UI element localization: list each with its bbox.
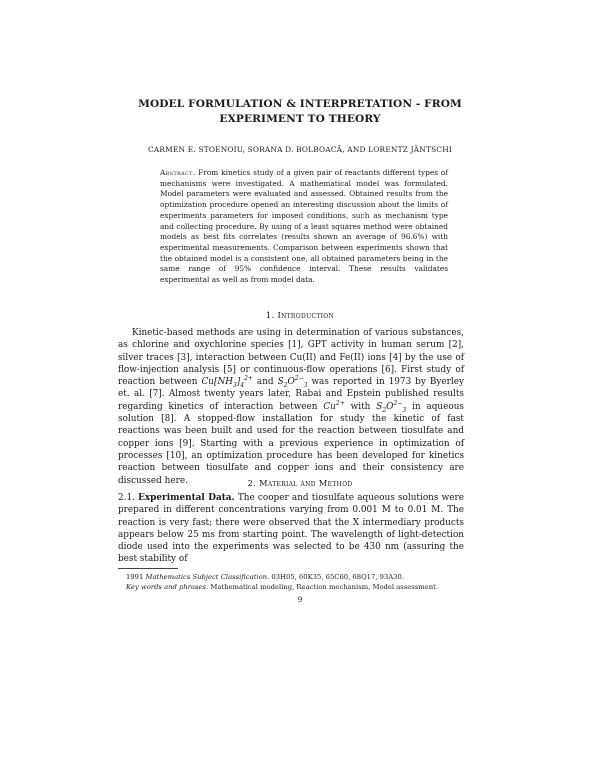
msc-year: 1991 — [126, 573, 144, 581]
section-1-heading: 1. Introduction — [265, 310, 335, 320]
intro-text-2: and — [252, 377, 278, 388]
formula-sub: 3 — [402, 406, 407, 414]
material-method-paragraph — [118, 492, 464, 566]
formula-sup: 2− — [393, 399, 403, 407]
formula-cu-ammine — [201, 377, 252, 387]
formula-part: ] — [236, 377, 241, 388]
formula-sub: 3 — [232, 381, 237, 389]
abstract-label: Abstract. — [160, 168, 196, 177]
footnote-rule — [118, 568, 178, 569]
subsection-heading: Experimental Data. — [138, 493, 235, 503]
formula-part: Cu — [323, 401, 336, 412]
formula-sub: 2 — [382, 406, 387, 414]
page-number: 9 — [297, 595, 303, 604]
authors: CARMEN E. STOENOIU, SORANA D. BOLBOACĂ, AND LORENTZ JÄNTSCHI — [148, 145, 452, 154]
formula-part: Cu[NH — [201, 377, 233, 388]
introduction-paragraph — [118, 327, 464, 487]
formula-thiosulfate — [278, 377, 308, 387]
formula-sup: 2+ — [335, 399, 345, 407]
title-line-2: EXPERIMENT TO THEORY — [219, 113, 381, 125]
formula-part: S — [277, 377, 284, 388]
abstract — [160, 168, 448, 286]
intro-text-1: Kinetic-based methods are using in determination of various substances, as chlorine and oxychlorine species [1], GPT activity in human serum [2], silver traces [3], interaction between Cu(II) and Fe(II) ions [4] by the use of flow-injection analysis [5] or continuous-flow operations [6]. First study of reaction between — [118, 328, 464, 388]
abstract-text: From kinetics study of a given pair of reactants different types of mechanisms were investigated. A mathematical model was formulated. Model parameters were evaluated and assessed. Obtained results from the optimization procedure opened an interesting discussion about the limits of experiments parameters for imposed conditions, such as mechanism type and collecting procedure. By using of a least squares method were obtained models as best fits correlates (results shown an average of 96.6%) with experimental measurements. Comparison between experiments shown that the obtained model is a consistent one, all obtained parameters being in the same range of 95% confidence interval. These results validates experimental as well as from model data. — [160, 168, 448, 285]
formula-sub: 2 — [283, 381, 288, 389]
msc-label: Mathematics Subject Classification. — [145, 573, 270, 581]
msc-codes: 03H05, 60K35, 65C60, 68Q17, 93A30. — [271, 573, 404, 581]
formula-sub: 3 — [303, 381, 308, 389]
footnote-msc — [118, 572, 464, 582]
paper-title — [100, 97, 500, 127]
formula-part: O — [386, 401, 394, 412]
formula-sup: 2+ — [244, 375, 253, 383]
formula-part: O — [287, 377, 295, 388]
footnote-keywords — [118, 582, 464, 592]
formula-sup: 2− — [294, 375, 304, 383]
keywords-text: Mathematical modeling, Reaction mechanism, Model assessment. — [210, 583, 439, 591]
subsection-number: 2.1. — [118, 493, 135, 503]
section-2-heading: 2. Material and Method — [247, 478, 353, 488]
formula-part: S — [376, 401, 383, 412]
title-line-1: MODEL FORMULATION & INTERPRETATION - FROM — [138, 98, 462, 110]
intro-text-5: in aqueous solution [8]. A stopped-flow installation for study the kinetic of fast reactions was been built and used for the reaction between tiosulfate and copper ions [9]. Starting with a previous experience in optimization of processes [10], an optimization procedure has been developed for kinetics reaction between tiosulfate and copper ions and their consistency are discussed here. — [118, 401, 464, 486]
intro-text-4: with — [344, 401, 377, 412]
formula-cu-ion — [323, 399, 345, 412]
formula-sub: 4 — [240, 381, 245, 389]
intro-text-3: was reported in 1973 by Byerley et. al. [7]. Almost twenty years later, Rabai and Epstein published results regarding kinetics of interaction between — [118, 377, 464, 412]
subsection-text: The cooper and tiosulfate aqueous solutions were prepared in different concentrations varying from 0.001 M to 0.01 M. The reaction is very fast; there were observed that the X intermediary products appears below 25 ms from starting point. The wavelength of light-detection diode used into the experiments was selected to be 430 nm (assuring the best stability of — [118, 493, 464, 565]
formula-thiosulfate-2 — [376, 399, 407, 414]
keywords-label: Key words and phrases. — [126, 583, 209, 591]
